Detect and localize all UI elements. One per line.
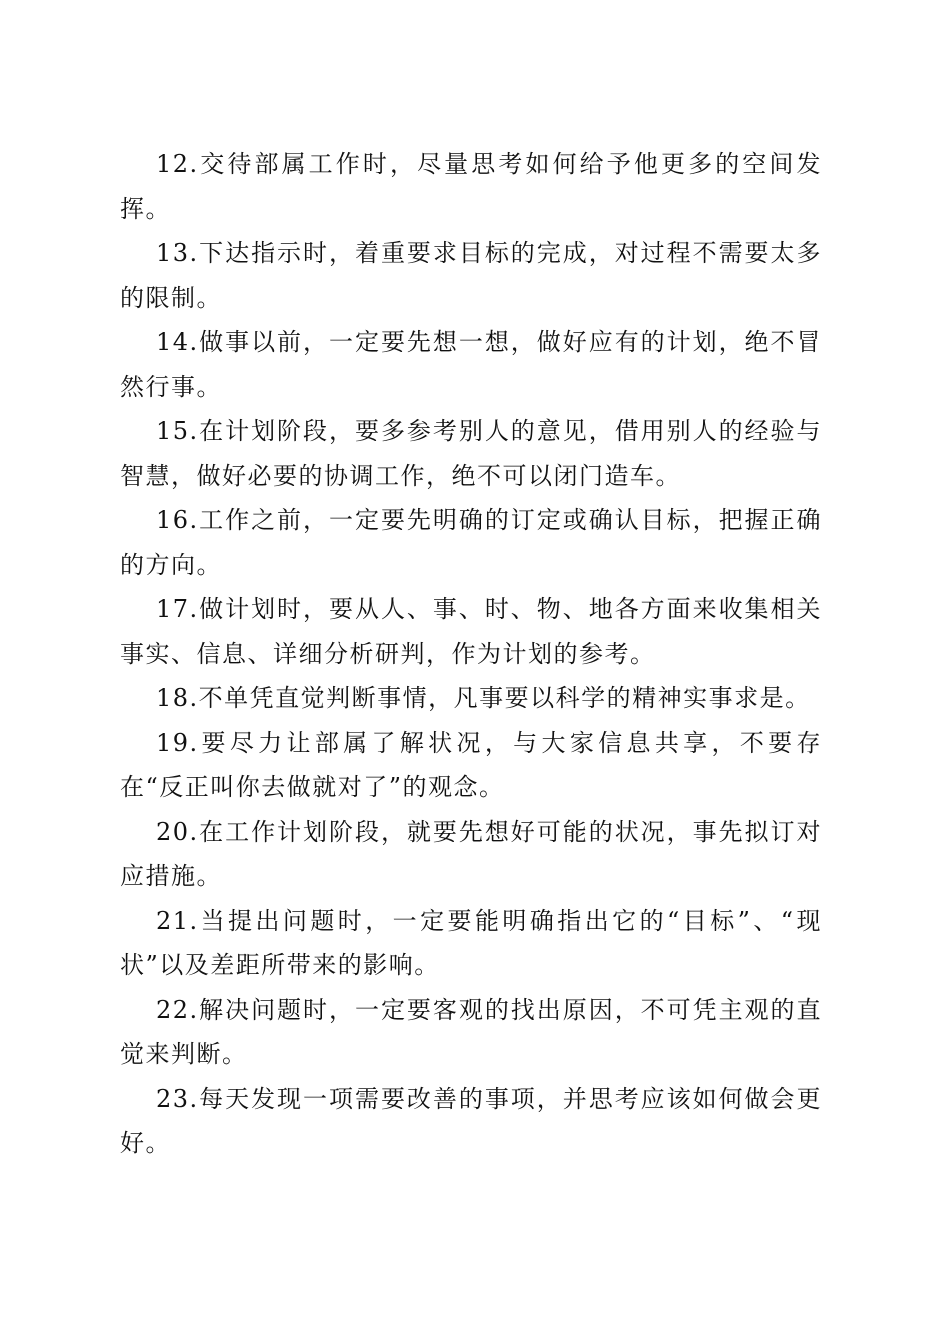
- list-item-17: 17.做计划时，要从人、事、时、物、地各方面来收集相关事实、信息、详细分析研判，作为计划的参考。: [120, 595, 822, 668]
- document-body: [120, 142, 822, 1166]
- list-item-16: 16.工作之前，一定要先明确的订定或确认目标，把握正确的方向。: [120, 506, 822, 579]
- list-item-15: 15.在计划阶段，要多参考别人的意见，借用别人的经验与智慧，做好必要的协调工作，绝不可以闭门造车。: [120, 417, 822, 490]
- list-item-22: 22.解决问题时，一定要客观的找出原因，不可凭主观的直觉来判断。: [120, 995, 822, 1068]
- list-item-12: 12.交待部属工作时，尽量思考如何给予他更多的空间发挥。: [120, 150, 822, 223]
- list-item-14: 14.做事以前，一定要先想一想，做好应有的计划，绝不冒然行事。: [120, 328, 822, 401]
- list-item-23: 23.每天发现一项需要改善的事项，并思考应该如何做会更好。: [120, 1084, 822, 1157]
- list-item-21: 21.当提出问题时，一定要能明确指出它的“目标”、“现状”以及差距所带来的影响。: [120, 906, 822, 979]
- list-item-19: 19.要尽力让部属了解状况，与大家信息共享，不要存在“反正叫你去做就对了”的观念。: [120, 728, 822, 801]
- list-item-18: 18.不单凭直觉判断事情，凡事要以科学的精神实事求是。: [156, 684, 811, 712]
- list-item-13: 13.下达指示时，着重要求目标的完成，对过程不需要太多的限制。: [120, 239, 822, 312]
- list-item-20: 20.在工作计划阶段，就要先想好可能的状况，事先拟订对应措施。: [120, 817, 822, 890]
